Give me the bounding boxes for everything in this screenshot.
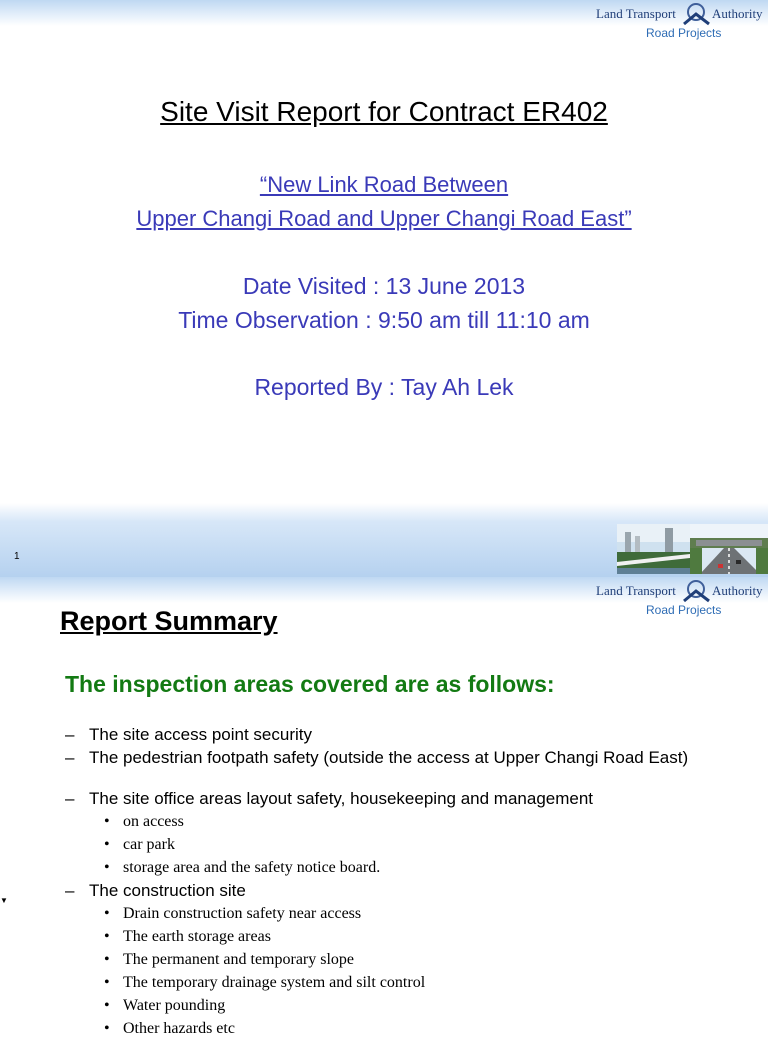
item-text: The site office areas layout safety, housekeeping and management bbox=[89, 789, 594, 808]
bullet-marker: • bbox=[104, 836, 110, 853]
sub-item-text: car park bbox=[123, 836, 175, 853]
bullet-marker: • bbox=[104, 859, 110, 876]
reported-by: Reported By : Tay Ah Lek bbox=[254, 374, 514, 400]
page-number: 1 bbox=[14, 551, 20, 562]
logo-division: Road Projects bbox=[646, 26, 722, 40]
subtitle-line-1: “New Link Road Between bbox=[259, 172, 509, 197]
bullet-marker: • bbox=[104, 997, 110, 1014]
summary-title: Report Summary bbox=[60, 606, 278, 636]
logo-org-left: Land Transport bbox=[596, 583, 676, 598]
logo-org-left: Land Transport bbox=[596, 6, 676, 21]
dash-marker: – bbox=[65, 789, 75, 808]
time-observation: Time Observation : 9:50 am till 11:10 am bbox=[178, 307, 590, 333]
logo-org-right: Authority bbox=[712, 6, 763, 21]
bridge-photo bbox=[617, 524, 690, 574]
item-text: The site access point security bbox=[89, 725, 312, 744]
lta-logo bbox=[596, 2, 768, 42]
bullet-marker: • bbox=[104, 928, 110, 945]
sub-item-text: Water pounding bbox=[123, 997, 226, 1014]
dash-marker: – bbox=[65, 725, 75, 744]
bullet-marker: • bbox=[104, 1020, 110, 1037]
dash-marker: – bbox=[65, 748, 75, 767]
date-visited: Date Visited : 13 June 2013 bbox=[242, 273, 526, 299]
lta-logo bbox=[596, 579, 768, 619]
summary-slide bbox=[0, 577, 768, 1037]
dash-marker: – bbox=[65, 881, 75, 900]
report-title: Site Visit Report for Contract ER402 bbox=[160, 96, 608, 127]
bullet-marker: • bbox=[104, 974, 110, 991]
sub-item-text: on access bbox=[123, 813, 184, 830]
item-text: The construction site bbox=[89, 881, 246, 900]
logo-org-right: Authority bbox=[712, 583, 763, 598]
item-text: The pedestrian footpath safety (outside the access at Upper Changi Road East) bbox=[89, 748, 689, 767]
highway-photo bbox=[690, 524, 768, 574]
sub-item-text: storage area and the safety notice board. bbox=[123, 859, 381, 876]
lta-emblem-icon bbox=[682, 2, 712, 26]
arrow-down-icon: ▼ bbox=[0, 896, 8, 905]
sub-item-text: Other hazards etc bbox=[123, 1020, 235, 1037]
sub-item-text: The temporary drainage system and silt control bbox=[123, 974, 426, 991]
subtitle-line-2: Upper Changi Road and Upper Changi Road East” bbox=[136, 206, 632, 231]
sub-item-text: The permanent and temporary slope bbox=[123, 951, 355, 968]
bullet-marker: • bbox=[104, 905, 110, 922]
lta-emblem-icon bbox=[682, 579, 712, 603]
sub-item-text: Drain construction safety near access bbox=[123, 905, 362, 922]
bullet-marker: • bbox=[104, 813, 110, 830]
logo-division: Road Projects bbox=[646, 603, 722, 617]
inspection-heading: The inspection areas covered are as follows: bbox=[65, 671, 555, 697]
sub-item-text: The earth storage areas bbox=[123, 928, 271, 945]
bullet-marker: • bbox=[104, 951, 110, 968]
